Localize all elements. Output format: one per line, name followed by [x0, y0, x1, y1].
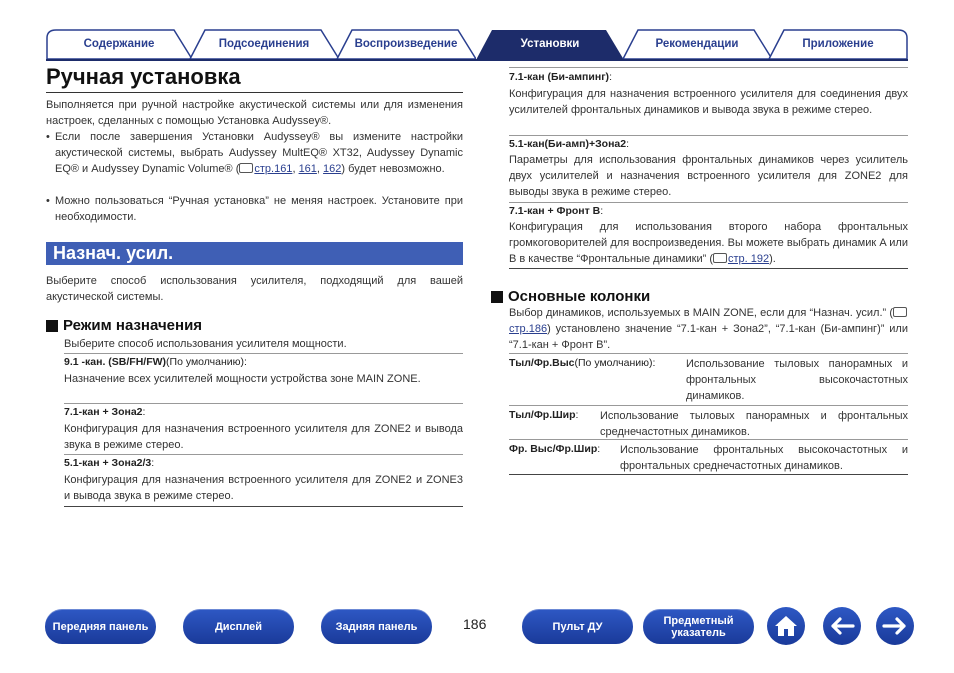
desc-bi-amp-zone2: Параметры для использования фронтальных динамиков через усилитель двух усилителей и назначения встроенного усилителя для ZONE2 для выводы звука в режиме стерео.	[509, 154, 908, 198]
home-icon	[773, 614, 799, 638]
divider	[64, 506, 463, 507]
note-bullet-1: • Если после завершения Установки Audyssey® вы измените настройки акустической системы, выбрать Audyssey MultEQ® XT32, Audyssey Dynamic EQ® и Audyssey Dynamic Volume® ( стр.161, 161, 162) будет невозможно.	[55, 129, 463, 177]
row-term-front-high-wide: Фр. Выс/Фр.Шир:	[509, 443, 601, 455]
page-ref-icon	[239, 163, 253, 173]
main-speakers-heading: Основные колонки	[491, 288, 650, 305]
link-page-186[interactable]: стр.186	[509, 323, 548, 335]
remote-button[interactable]: Пульт ДУ	[522, 609, 633, 644]
divider	[64, 454, 463, 455]
term-bi-amp: 7.1-кан (Би-ампинг):	[509, 71, 612, 83]
tab-contents[interactable]: Содержание	[46, 28, 192, 60]
home-button[interactable]	[767, 607, 805, 645]
link-page-192[interactable]: стр. 192	[727, 253, 770, 265]
term-front-b: 7.1-кан + Фронт B:	[509, 205, 604, 217]
main-speakers-desc: Выбор динамиков, используемых в MAIN ZONE, если для “Назнач. усил.” (стр.186) установлено значение “7.1-кан + Зона2”, “7.1-кан (Би-ампинг)” или “7.1-кан + Фронт B”.	[509, 307, 908, 351]
divider	[509, 474, 908, 475]
term-bi-amp-zone2: 5.1-кан(Би-амп)+Зона2:	[509, 138, 630, 150]
page-number: 186	[463, 616, 487, 632]
arrow-left-icon	[829, 616, 855, 636]
divider	[509, 202, 908, 203]
link-page-161[interactable]: стр.161	[254, 163, 293, 175]
section-header: Назнач. усил.	[46, 242, 463, 265]
index-button[interactable]: Предметный указатель	[643, 609, 754, 644]
heading-square-icon	[491, 291, 503, 303]
tab-connections[interactable]: Подсоединения	[189, 28, 339, 60]
page-ref-icon	[893, 307, 907, 317]
tab-appendix[interactable]: Приложение	[768, 28, 908, 60]
link-162[interactable]: 162	[323, 163, 342, 175]
note-bullet-2: • Можно пользоваться “Ручная установка” не меняя настроек. Установите при необходимости.	[55, 193, 463, 225]
title-divider	[46, 92, 463, 93]
front-panel-button[interactable]: Передняя панель	[45, 609, 156, 644]
row-desc-front-high-wide: Использование фронтальных высокочастотных и фронтальных среднечастотных динамиков.	[620, 444, 908, 472]
divider	[64, 353, 463, 354]
desc-bi-amp: Конфигурация для назначения встроенного усилителя для соединения двух усилителей фронтальных динамиков и вывода звука в режиме стерео.	[509, 88, 908, 116]
mode-desc: Выберите способ использования усилителя мощности.	[64, 338, 347, 350]
intro-text: Выполняется при ручной настройке акустической системы или для изменения настроек, сделанных с помощью Установка Audyssey®.	[46, 99, 463, 127]
mode-desc-5-1-zone23: Конфигурация для назначения встроенного усилителя для ZONE2 и ZONE3 и вывода звука в режиме стерео.	[64, 474, 463, 502]
tab-settings[interactable]: Установки	[476, 28, 624, 60]
divider	[509, 67, 908, 68]
tab-playback[interactable]: Воспроизведение	[336, 28, 476, 60]
divider	[509, 135, 908, 136]
page-ref-icon	[713, 253, 727, 263]
mode-desc-9-1: Назначение всех усилителей мощности устройства зоне MAIN ZONE.	[64, 373, 421, 385]
row-desc-rear-front-wide: Использование тыловых панорамных и фронтальных среднечастотных динамиков.	[600, 410, 908, 438]
heading-square-icon	[46, 320, 58, 332]
section-intro: Выберите способ использования усилителя, подходящий для вашей акустической системы.	[46, 275, 463, 303]
mode-desc-7-1-zone2: Конфигурация для назначения встроенного усилителя для ZONE2 и вывода звука в режиме стерео.	[64, 423, 463, 451]
row-term-rear-front-wide: Тыл/Фр.Шир:	[509, 409, 579, 421]
mode-term-7-1-zone2: 7.1-кан + Зона2:	[64, 406, 146, 418]
arrow-right-icon	[882, 616, 908, 636]
divider	[509, 353, 908, 354]
mode-term-9-1: 9.1 -кан. (SB/FH/FW)(По умолчанию):	[64, 356, 247, 368]
divider	[64, 403, 463, 404]
divider	[509, 405, 908, 406]
tab-bar	[46, 28, 908, 60]
desc-front-b: Конфигурация для использования второго набора фронтальных громкоговорителей для воспроизведения. Вы можете выбрать динамик A или B в качестве “Фронтальные динамики” ( стр. 192).	[509, 221, 908, 265]
page-title: Ручная установка	[46, 64, 241, 89]
divider	[509, 268, 908, 269]
tab-underline	[46, 59, 908, 61]
mode-term-5-1-zone23: 5.1-кан + Зона2/3:	[64, 457, 155, 469]
divider	[509, 439, 908, 440]
back-button[interactable]	[823, 607, 861, 645]
forward-button[interactable]	[876, 607, 914, 645]
row-desc-rear-front-high: Использование тыловых панорамных и фронтальных высокочастотных динамиков.	[686, 358, 908, 402]
display-button[interactable]: Дисплей	[183, 609, 294, 644]
link-161[interactable]: 161	[298, 163, 317, 175]
row-term-rear-front-high: Тыл/Фр.Выс(По умолчанию):	[509, 357, 656, 369]
rear-panel-button[interactable]: Задняя панель	[321, 609, 432, 644]
mode-heading: Режим назначения	[46, 317, 202, 334]
tab-tips[interactable]: Рекомендации	[622, 28, 772, 60]
